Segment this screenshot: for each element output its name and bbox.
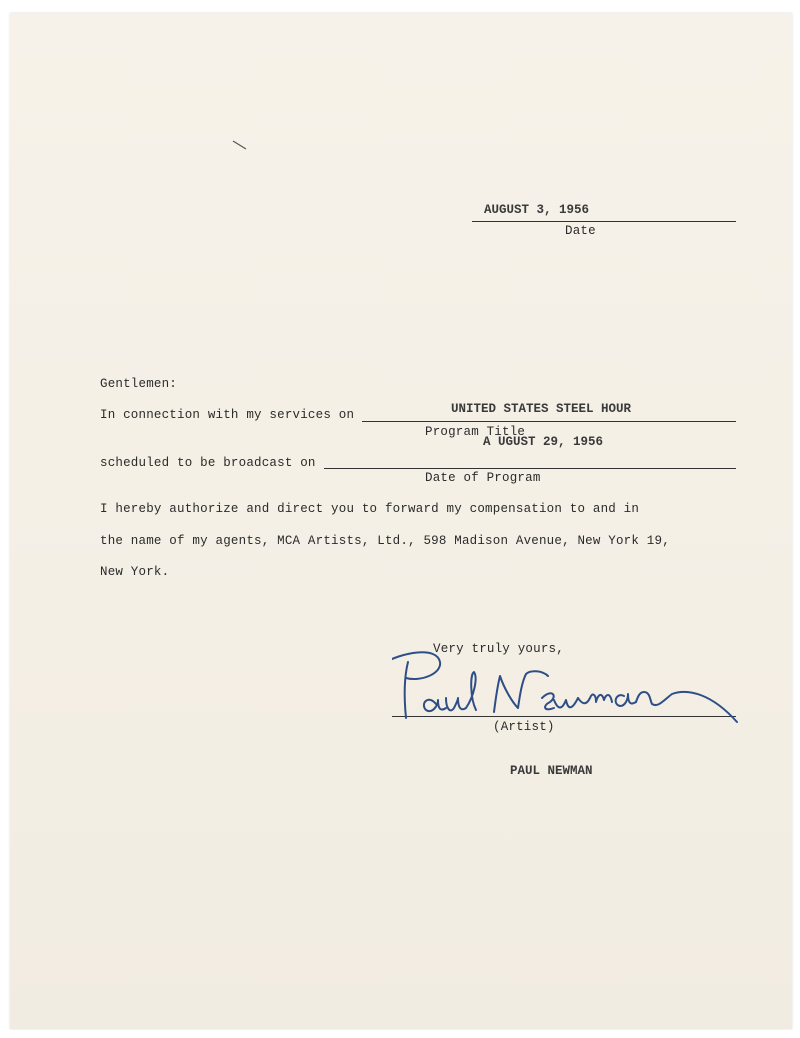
program-date-label: Date of Program	[425, 471, 541, 485]
pencil-mark	[232, 140, 248, 150]
salutation: Gentlemen:	[100, 377, 178, 391]
artist-caption: (Artist)	[493, 720, 555, 734]
document-page	[10, 13, 792, 1029]
date-value: AUGUST 3, 1956	[484, 203, 590, 217]
body-line-1: I hereby authorize and direct you to forward my compensation to and in	[100, 502, 640, 516]
typed-name: PAUL NEWMAN	[510, 764, 593, 778]
body-line-3: New York.	[100, 565, 170, 579]
program-title-value: UNITED STATES STEEL HOUR	[451, 402, 632, 416]
handwritten-signature	[392, 648, 742, 728]
date-line	[472, 221, 736, 222]
program-title-label: Program Title	[425, 425, 526, 439]
closing: Very truly yours,	[433, 642, 564, 656]
services-lead-text: In connection with my services on	[100, 408, 355, 422]
date-label: Date	[565, 224, 596, 238]
program-date-line	[324, 468, 736, 469]
broadcast-lead-text: scheduled to be broadcast on	[100, 456, 316, 470]
program-title-line	[362, 421, 736, 422]
body-line-2: the name of my agents, MCA Artists, Ltd., 598 Madison Avenue, New York 19,	[100, 534, 670, 548]
program-date-value: A UGUST 29, 1956	[483, 435, 604, 449]
